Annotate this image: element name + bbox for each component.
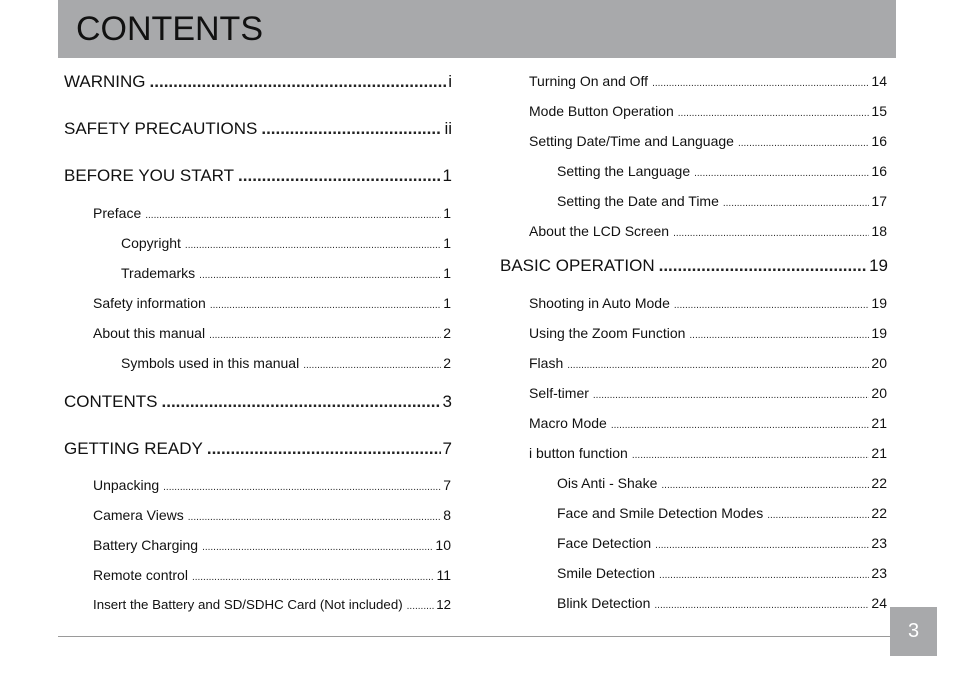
toc-leader bbox=[202, 542, 433, 553]
toc-leader bbox=[209, 330, 441, 341]
toc-entry-face-detection[interactable] bbox=[557, 535, 887, 551]
toc-entry-about-this-manual[interactable] bbox=[93, 325, 451, 341]
toc-entry-camera-views[interactable] bbox=[93, 507, 451, 523]
toc-entry-ois-anti-shake[interactable] bbox=[557, 475, 887, 491]
toc-entry-page: 1 bbox=[442, 166, 452, 185]
toc-entry-macro-mode[interactable] bbox=[529, 415, 887, 431]
toc-entry-title: SAFETY PRECAUTIONS bbox=[64, 119, 258, 138]
toc-entry-title: Face and Smile Detection Modes bbox=[557, 505, 764, 521]
toc-entry-blink-detection[interactable] bbox=[557, 595, 887, 611]
toc-entry-copyright[interactable] bbox=[121, 235, 451, 251]
toc-leader bbox=[238, 166, 440, 186]
toc-leader bbox=[145, 210, 441, 221]
toc-entry-page: 19 bbox=[871, 295, 887, 311]
toc-entry-page: 2 bbox=[443, 355, 451, 371]
toc-leader bbox=[188, 512, 441, 523]
toc-entry-battery-charging[interactable] bbox=[93, 537, 451, 553]
toc-entry-zoom-function[interactable] bbox=[529, 325, 887, 341]
toc-entry-page: 7 bbox=[442, 439, 452, 458]
toc-entry-page: 3 bbox=[442, 392, 452, 411]
toc-leader bbox=[303, 360, 441, 371]
toc-entry-title: Trademarks bbox=[121, 265, 196, 281]
toc-entry-page: 19 bbox=[869, 256, 888, 275]
toc-entry-turning-on-off[interactable] bbox=[529, 73, 887, 89]
toc-entry-safety-information[interactable] bbox=[93, 295, 451, 311]
toc-entry-about-lcd-screen[interactable] bbox=[529, 223, 887, 239]
toc-entry-title: Mode Button Operation bbox=[529, 103, 674, 119]
toc-leader bbox=[163, 482, 441, 493]
toc-entry-page: 8 bbox=[443, 507, 451, 523]
toc-entry-symbols-used[interactable] bbox=[121, 355, 451, 371]
toc-leader bbox=[210, 300, 441, 311]
toc-entry-page: 23 bbox=[871, 565, 887, 581]
toc-leader bbox=[207, 439, 441, 459]
toc-entry-page: 20 bbox=[871, 355, 887, 371]
toc-entry-page: 11 bbox=[436, 567, 451, 583]
page-title: CONTENTS bbox=[76, 10, 263, 48]
toc-leader bbox=[654, 600, 869, 611]
toc-leader bbox=[611, 420, 870, 431]
toc-entry-page: 1 bbox=[443, 265, 451, 281]
toc-entry-contents[interactable] bbox=[64, 392, 452, 412]
toc-entry-setting-language[interactable] bbox=[557, 163, 887, 179]
toc-entry-title: Symbols used in this manual bbox=[121, 355, 300, 371]
toc-leader bbox=[673, 228, 869, 239]
toc-entry-title: Safety information bbox=[93, 295, 206, 311]
toc-entry-title: CONTENTS bbox=[64, 392, 158, 411]
toc-entry-flash[interactable] bbox=[529, 355, 887, 371]
toc-entry-title: i button function bbox=[529, 445, 628, 461]
toc-entry-title: Flash bbox=[529, 355, 564, 371]
footer-divider bbox=[58, 636, 890, 637]
toc-leader bbox=[192, 572, 435, 583]
toc-entry-title: About this manual bbox=[93, 325, 206, 341]
toc-entry-shooting-auto-mode[interactable] bbox=[529, 295, 887, 311]
toc-entry-setting-date-time[interactable] bbox=[557, 193, 887, 209]
toc-entry-page: ii bbox=[444, 119, 452, 138]
toc-leader bbox=[738, 138, 869, 149]
toc-entry-title: Preface bbox=[93, 205, 142, 221]
header-bar bbox=[58, 0, 896, 58]
toc-leader bbox=[723, 198, 870, 209]
toc-entry-title: Battery Charging bbox=[93, 537, 199, 553]
toc-entry-title: About the LCD Screen bbox=[529, 223, 670, 239]
toc-entry-page: 14 bbox=[871, 73, 887, 89]
toc-leader bbox=[655, 540, 869, 551]
toc-leader bbox=[659, 570, 869, 581]
toc-entry-i-button-function[interactable] bbox=[529, 445, 887, 461]
toc-leader bbox=[261, 119, 442, 139]
toc-entry-page: 18 bbox=[871, 223, 887, 239]
toc-leader bbox=[162, 392, 441, 412]
toc-entry-page: 22 bbox=[871, 505, 887, 521]
toc-entry-page: 1 bbox=[443, 295, 451, 311]
toc-entry-title: BEFORE YOU START bbox=[64, 166, 235, 185]
toc-entry-smile-detection[interactable] bbox=[557, 565, 887, 581]
toc-leader bbox=[689, 330, 869, 341]
page-number: 3 bbox=[907, 620, 920, 642]
toc-leader bbox=[593, 390, 870, 401]
toc-entry-title: Self-timer bbox=[529, 385, 589, 401]
page-number-badge bbox=[890, 607, 937, 656]
toc-entry-insert-battery[interactable] bbox=[93, 597, 451, 612]
toc-entry-page: 19 bbox=[871, 325, 887, 341]
toc-leader bbox=[632, 450, 870, 461]
toc-entry-title: Setting Date/Time and Language bbox=[529, 133, 734, 149]
toc-leader bbox=[199, 270, 441, 281]
toc-entry-page: 12 bbox=[436, 597, 451, 612]
toc-entry-preface[interactable] bbox=[93, 205, 451, 221]
toc-entry-title: Camera Views bbox=[93, 507, 184, 523]
toc-entry-title: Macro Mode bbox=[529, 415, 607, 431]
toc-leader bbox=[674, 300, 870, 311]
toc-entry-basic-operation[interactable] bbox=[500, 256, 888, 276]
toc-entry-face-smile-detection-modes[interactable] bbox=[557, 505, 887, 521]
toc-entry-title: Shooting in Auto Mode bbox=[529, 295, 670, 311]
toc-entry-before-you-start[interactable] bbox=[64, 166, 452, 186]
toc-entry-title: Unpacking bbox=[93, 477, 160, 493]
toc-entry-page: 21 bbox=[871, 445, 887, 461]
toc-entry-page: 1 bbox=[443, 235, 451, 251]
toc-entry-warning[interactable] bbox=[64, 72, 452, 92]
toc-entry-title: BASIC OPERATION bbox=[500, 256, 655, 275]
toc-entry-title: Insert the Battery and SD/SDHC Card (Not included) bbox=[93, 597, 403, 612]
toc-entry-unpacking[interactable] bbox=[93, 477, 451, 493]
toc-entry-setting-date-time-language[interactable] bbox=[529, 133, 887, 149]
toc-entry-page: 23 bbox=[871, 535, 887, 551]
toc-leader bbox=[694, 168, 869, 179]
toc-entry-safety-precautions[interactable] bbox=[64, 119, 452, 139]
toc-leader bbox=[661, 480, 869, 491]
toc-entry-title: Face Detection bbox=[557, 535, 652, 551]
toc-entry-page: 21 bbox=[871, 415, 887, 431]
toc-entry-page: i bbox=[448, 72, 452, 91]
toc-leader bbox=[407, 601, 435, 612]
toc-entry-title: Ois Anti - Shake bbox=[557, 475, 658, 491]
toc-entry-trademarks[interactable] bbox=[121, 265, 451, 281]
toc-entry-self-timer[interactable] bbox=[529, 385, 887, 401]
toc-entry-page: 22 bbox=[871, 475, 887, 491]
toc-entry-page: 1 bbox=[443, 205, 451, 221]
toc-leader bbox=[767, 510, 869, 521]
toc-entry-page: 16 bbox=[871, 163, 887, 179]
toc-leader bbox=[659, 256, 867, 276]
toc-entry-page: 20 bbox=[871, 385, 887, 401]
toc-leader bbox=[652, 78, 869, 89]
toc-entry-title: Setting the Language bbox=[557, 163, 691, 179]
toc-entry-title: Blink Detection bbox=[557, 595, 651, 611]
toc-entry-page: 24 bbox=[871, 595, 887, 611]
toc-entry-page: 17 bbox=[871, 193, 887, 209]
toc-entry-page: 15 bbox=[871, 103, 887, 119]
toc-entry-title: Copyright bbox=[121, 235, 181, 251]
toc-entry-title: GETTING READY bbox=[64, 439, 203, 458]
toc-leader bbox=[185, 240, 441, 251]
toc-entry-title: Remote control bbox=[93, 567, 188, 583]
toc-entry-title: Using the Zoom Function bbox=[529, 325, 686, 341]
toc-entry-title: Setting the Date and Time bbox=[557, 193, 719, 209]
toc-entry-title: WARNING bbox=[64, 72, 146, 91]
toc-entry-page: 10 bbox=[435, 537, 451, 553]
toc-leader bbox=[678, 108, 870, 119]
toc-entry-page: 2 bbox=[443, 325, 451, 341]
toc-entry-mode-button-operation[interactable] bbox=[529, 103, 887, 119]
toc-leader bbox=[150, 72, 447, 92]
toc-entry-remote-control[interactable] bbox=[93, 567, 451, 583]
toc-entry-page: 16 bbox=[871, 133, 887, 149]
toc-entry-page: 7 bbox=[443, 477, 451, 493]
toc-entry-title: Smile Detection bbox=[557, 565, 656, 581]
toc-entry-getting-ready[interactable] bbox=[64, 439, 452, 459]
toc-leader bbox=[567, 360, 869, 371]
toc-entry-title: Turning On and Off bbox=[529, 73, 649, 89]
